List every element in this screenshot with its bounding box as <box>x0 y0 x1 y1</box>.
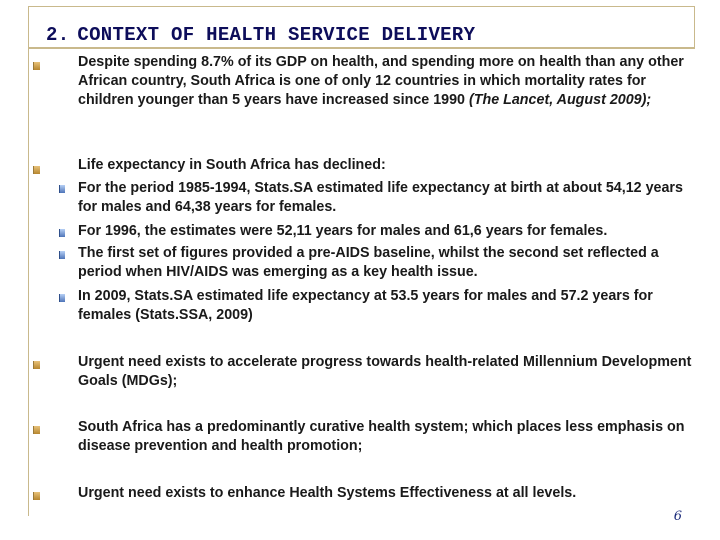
left-frame-line <box>28 46 29 516</box>
bullet-item-gdp: Despite spending 8.7% of its GDP on health, and spending more on health than any other African country, South Africa is one of only 12 countries in which mortality rates for children younger than 5 years have increased since 1990 (The Lancet, August 2009); <box>78 54 684 108</box>
sub-bullet-icon <box>59 251 65 259</box>
slide-title <box>46 24 475 46</box>
sub-bullet-icon <box>59 185 65 193</box>
bullet-icon <box>33 426 40 434</box>
sub-bullet-icon <box>59 229 65 237</box>
sub-bullet-icon <box>59 294 65 302</box>
bullet-icon <box>33 492 40 500</box>
sub-bullet-item: The first set of figures provided a pre-AIDS baseline, whilst the second set reflected a period when HIV/AIDS was emerging as a key health issue. <box>78 245 659 280</box>
bullet-icon <box>33 62 40 70</box>
sub-bullet-item: For the period 1985-1994, Stats.SA estimated life expectancy at birth at about 54,12 years for males and 64,38 years for females. <box>78 180 683 215</box>
title-number: 2. <box>46 24 70 46</box>
bullet-icon <box>33 166 40 174</box>
bullet-item-mdgs: Urgent need exists to accelerate progress towards health-related Millennium Development Goals (MDGs); <box>78 354 692 389</box>
bullet-item-life-expectancy: Life expectancy in South Africa has declined: <box>78 157 386 173</box>
bullet-item-curative-system: South Africa has a predominantly curative health system; which places less emphasis on disease prevention and health promotion; <box>78 419 685 454</box>
title-text: CONTEXT OF HEALTH SERVICE DELIVERY <box>77 24 476 46</box>
bullet-item-effectiveness: Urgent need exists to enhance Health Systems Effectiveness at all levels. <box>78 485 577 501</box>
sub-bullet-item: For 1996, the estimates were 52,11 years for males and 61,6 years for females. <box>78 223 608 239</box>
bullet-icon <box>33 361 40 369</box>
page-number: 6 <box>673 509 682 524</box>
sub-bullet-item: In 2009, Stats.SA estimated life expectancy at 53.5 years for males and 57.2 years for females (Stats.SSA, 2009) <box>78 288 653 323</box>
